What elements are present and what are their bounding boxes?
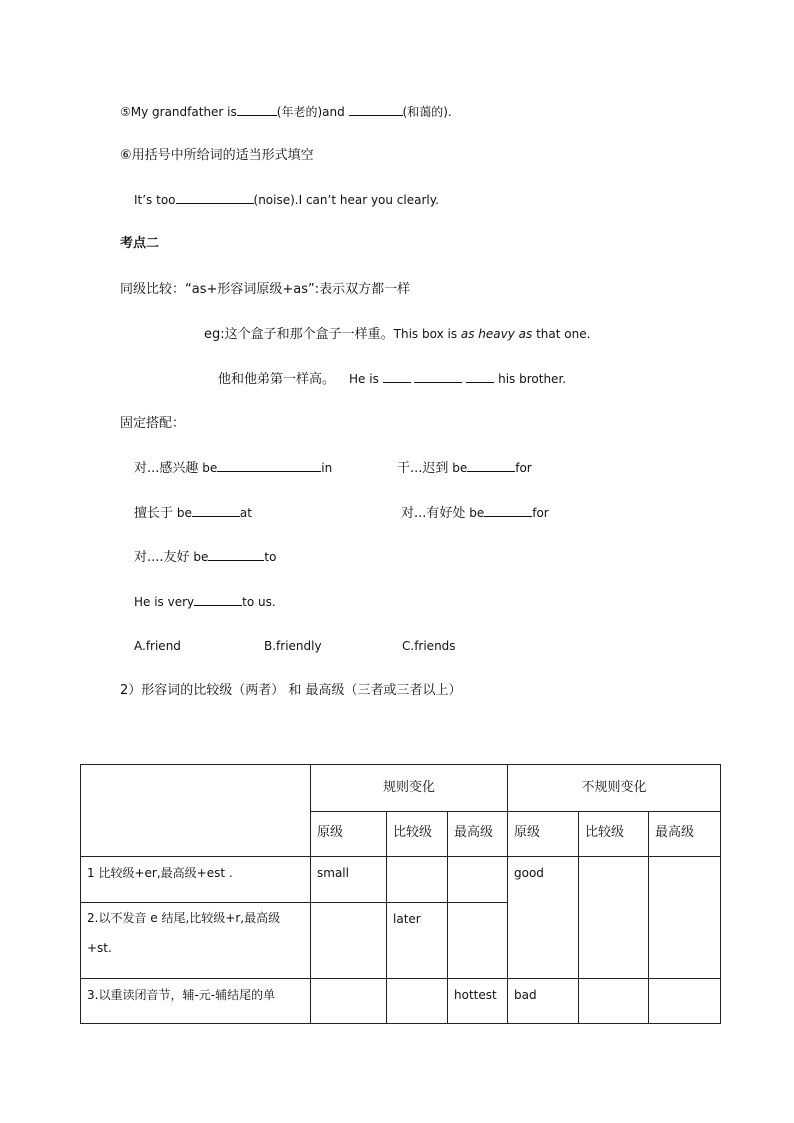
fixed-item-cn: 对...有好处: [401, 506, 466, 521]
table-row: [81, 979, 721, 1024]
fixed-title: 固定搭配：: [120, 416, 186, 431]
q6-prefix: It’s too: [134, 193, 176, 207]
blank[interactable]: [414, 371, 462, 383]
table-cell: [387, 979, 448, 1024]
fixed-item-pre: be: [173, 506, 192, 520]
option-a[interactable]: A.friend: [134, 639, 181, 653]
table-cell: later: [387, 903, 448, 979]
table-cell: [579, 979, 649, 1024]
fixed-item: [401, 505, 549, 522]
fixed-item-cn: 对....友好: [134, 550, 190, 565]
question-suffix: to us.: [242, 595, 276, 609]
fixed-item-post: for: [532, 506, 549, 520]
fixed-item: [397, 460, 532, 477]
part2-heading: 2）形容词的比较级（两者） 和 最高级（三者或三者以上）: [120, 683, 462, 698]
fixed-item: [134, 549, 276, 566]
fixed-item: [134, 460, 332, 477]
option-b[interactable]: B.friendly: [264, 639, 322, 653]
blank[interactable]: [192, 505, 240, 517]
blank[interactable]: [484, 505, 532, 517]
fixed-item-post: for: [515, 461, 532, 475]
table-cell: [311, 903, 387, 979]
example-1-en-post: that one.: [532, 327, 591, 341]
section-title: 考点二: [120, 236, 160, 251]
col-header: 原级: [311, 812, 387, 857]
blank[interactable]: [237, 104, 277, 116]
example-2-en-post: his brother.: [494, 372, 567, 386]
blank[interactable]: [194, 594, 242, 606]
blank[interactable]: [467, 460, 515, 472]
fixed-item-post: in: [321, 461, 333, 475]
example-2-cn: 他和他弟第一样高。: [218, 372, 336, 387]
table-cell: hottest: [448, 979, 508, 1024]
table-cell: [649, 857, 721, 979]
table-corner: [81, 765, 311, 857]
q6-line: [134, 192, 439, 208]
fixed-item-post: to: [264, 550, 277, 564]
fixed-item-cn: 干...迟到: [397, 461, 449, 476]
row-label: 3.以重读闭音节，辅-元-辅结尾的单: [81, 979, 311, 1024]
table-cell: [448, 903, 508, 979]
blank[interactable]: [383, 371, 411, 383]
row-label: 1 比较级+er,最高级+est .: [81, 857, 311, 903]
example-1: [204, 326, 590, 343]
question-line: [134, 594, 276, 610]
table-cell: [579, 857, 649, 979]
header-regular: 规则变化: [311, 765, 508, 812]
header-irregular: 不规则变化: [508, 765, 721, 812]
fixed-item: [134, 505, 252, 522]
col-header: 最高级: [649, 812, 721, 857]
blank[interactable]: [217, 460, 321, 472]
q5-middle: (年老的)and: [276, 105, 349, 119]
q5-suffix: (和蔼的).: [402, 105, 452, 119]
table-cell: bad: [508, 979, 579, 1024]
q5-prefix: ⑤My grandfather is: [120, 105, 237, 119]
q6-instruction: ⑥用括号中所给词的适当形式填空: [120, 148, 314, 163]
fixed-item-pre: be: [465, 506, 485, 520]
table-cell: small: [311, 857, 387, 903]
col-header: 原级: [508, 812, 579, 857]
col-header: 比较级: [579, 812, 649, 857]
fixed-item-cn: 擅长于: [134, 506, 174, 521]
option-c[interactable]: C.friends: [402, 639, 456, 653]
q6-suffix: (noise).I can’t hear you clearly.: [253, 193, 439, 207]
fixed-item-pre: be: [189, 550, 209, 564]
blank[interactable]: [176, 192, 254, 204]
example-1-en-pre: This box is: [393, 327, 461, 341]
table-cell: [311, 979, 387, 1024]
table-cell: good: [508, 857, 579, 979]
example-2-en-pre: He is: [349, 372, 383, 386]
table-cell: [448, 857, 508, 903]
fixed-item-pre: be: [448, 461, 468, 475]
blank[interactable]: [208, 549, 264, 561]
table-row: [81, 857, 721, 903]
fixed-item-post: at: [239, 506, 252, 520]
table-cell: [387, 857, 448, 903]
fixed-item-pre: be: [198, 461, 218, 475]
example-1-cn: eg:这个盒子和那个盒子一样重。: [204, 327, 394, 342]
col-header: 最高级: [448, 812, 508, 857]
comparison-table: [80, 764, 721, 1024]
col-header: 比较级: [387, 812, 448, 857]
example-1-en-italic: as heavy as: [460, 327, 533, 341]
section-rule: 同级比较：“as+形容词原级+as”:表示双方都一样: [120, 282, 411, 297]
q5-line: [120, 104, 452, 120]
fixed-item-cn: 对...感兴趣: [134, 461, 199, 476]
blank[interactable]: [466, 371, 494, 383]
blank[interactable]: [349, 104, 403, 116]
question-prefix: He is very: [134, 595, 195, 609]
table-cell: [649, 979, 721, 1024]
example-2: [218, 371, 566, 388]
row-label: 2.以不发音 e 结尾,比较级+r,最高级+st.: [81, 903, 311, 979]
